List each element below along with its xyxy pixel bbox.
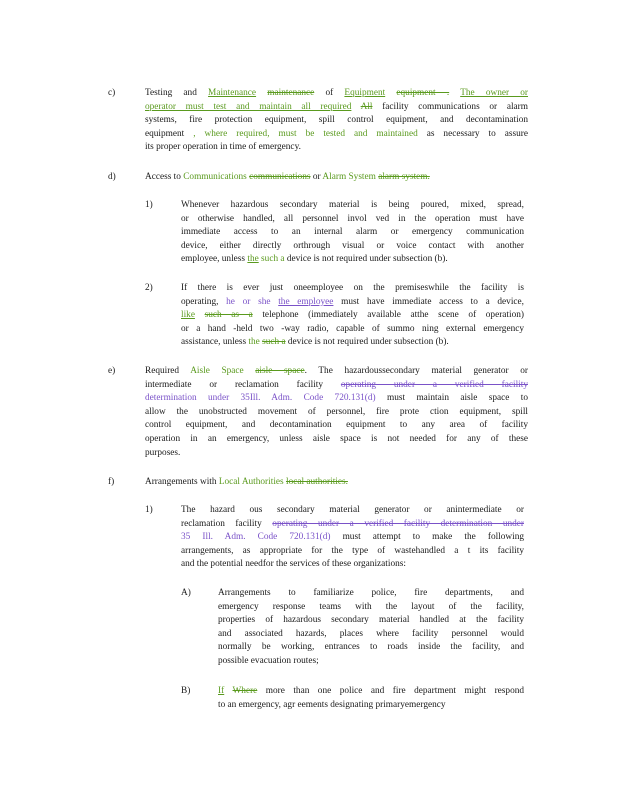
text-run: of [314, 88, 345, 98]
text-run: . The hazardoussecondary material generator or [304, 366, 528, 376]
text-run: more than one police and fire department might respond [257, 686, 525, 696]
text-line [181, 226, 524, 240]
text-line [181, 558, 524, 572]
text-run: purposes. [145, 447, 181, 458]
text-run: normally be working, entrances to roads inside the facility, and [218, 642, 524, 653]
text-line [218, 614, 524, 628]
inserted-text: Aisle Space [190, 366, 244, 376]
inserted-text: Alarm System [322, 172, 376, 182]
text-run: Access to [145, 172, 184, 182]
struck-text: communications [249, 172, 311, 182]
text-run: must attempt to make the following [330, 532, 524, 543]
text-line [218, 655, 524, 669]
text-line [145, 128, 528, 142]
text-run: must have immediate access to a device, [333, 296, 524, 307]
section-f-item-1-B-text [218, 685, 524, 712]
text-run: telephone (immediately available atthe scene of operation) [252, 310, 524, 321]
text-run: operation in an emergency, unless aisle space is not needed for any of these [145, 433, 528, 444]
inserted-text: Equipment [344, 88, 386, 98]
struck-text: operating under a verified facility [340, 379, 528, 390]
text-line [145, 419, 528, 433]
text-run: equipment [145, 128, 194, 139]
text-run: to an emergency, agr eements designating primaryemergency [218, 699, 446, 710]
text-line [145, 392, 528, 406]
text-run: Arrangements to familiarize police, fire departments, and [218, 588, 524, 598]
text-run: intermediate or reclamation facility [145, 379, 341, 390]
text-run: reclamation facility [181, 518, 273, 529]
text-run: Arrangements with [145, 477, 219, 487]
inserted-text: Maintenance [208, 88, 257, 98]
text-run: control equipment, and decontamination equipment to any area of facility [145, 420, 528, 431]
section-c-label: c) [108, 88, 116, 98]
inserted-text: such a [261, 254, 285, 265]
text-run: Testing and [145, 88, 209, 98]
section-d-heading [145, 171, 528, 185]
text-line [218, 685, 524, 699]
struck-text: equipment . [396, 88, 450, 98]
text-run: and associated hazards, places where facility personnel would [218, 628, 524, 639]
text-line [145, 406, 528, 420]
text-run: immediate access to an internal alarm or emergency communication [181, 227, 524, 238]
text-line [181, 282, 524, 296]
text-line [145, 365, 528, 379]
section-f-item-1-label: 1) [145, 505, 153, 515]
section-f-item-1-B-label: B) [181, 686, 191, 696]
text-run: device, either directly orthrough visual or voice contact with another [181, 240, 524, 251]
text-run: Required [145, 366, 191, 376]
text-run: device is not required under subsection (b). [284, 254, 448, 265]
inserted-text: Communications [183, 172, 247, 182]
struck-text: such as a [204, 310, 253, 321]
text-run: allow the unobstructed movement of personnel, fire prote ction equipment, spill [145, 406, 528, 417]
text-line [145, 433, 528, 447]
inserted-text: 35 Ill. Adm. Code 720.131(d) [181, 532, 331, 543]
struck-text: maintenance [267, 88, 315, 98]
section-f-item-1-text [181, 504, 524, 572]
inserted-text: he or she [226, 296, 271, 307]
text-line [181, 199, 524, 213]
inserted-text: If [218, 686, 225, 696]
text-run: employee, unless [181, 254, 248, 265]
text-line [218, 641, 524, 655]
text-run: and the potential needfor the services of these organizations: [181, 559, 406, 570]
text-run: systems, fire protection equipment, spill control equipment, and decontamination [145, 115, 528, 126]
inserted-text: the employee [278, 296, 334, 307]
text-line [181, 518, 524, 532]
text-run [256, 88, 267, 98]
text-line [181, 504, 524, 518]
text-run [449, 88, 460, 98]
struck-text: aisle space [255, 366, 305, 376]
text-run: properties of hazardous secondary material handled at the facility [218, 615, 524, 626]
text-run [385, 88, 396, 98]
section-e-text [145, 365, 528, 460]
inserted-text: the [247, 254, 259, 265]
struck-text: alarm system. [378, 172, 430, 182]
text-run: The hazard ous secondary material generator or anintermediate or [181, 505, 524, 515]
section-d-label: d) [108, 172, 116, 182]
text-run: operating, [181, 296, 227, 307]
section-d-item-1-text [181, 199, 524, 267]
text-run: emergency response teams with the layout of the facility, [218, 601, 524, 612]
inserted-text: like [181, 310, 195, 321]
section-f-label: f) [108, 477, 115, 487]
text-line [181, 309, 524, 323]
text-run: or [310, 172, 323, 182]
text-line [218, 699, 524, 713]
text-run: must maintain aisle space to [375, 393, 528, 404]
inserted-text: determination under 35Ill. Adm. Code 720.131(d) [145, 393, 376, 404]
struck-text: such a [262, 337, 286, 348]
section-f-heading [145, 476, 528, 490]
text-run: arrangements, as appropriate for the type of wastehandled a t its facility [181, 545, 524, 556]
text-line [181, 545, 524, 559]
text-run [244, 366, 256, 376]
struck-text: local authorities. [285, 477, 348, 487]
text-line [218, 601, 524, 615]
section-c-text [145, 87, 528, 155]
text-line [181, 253, 524, 267]
text-run: possible evacuation routes; [218, 655, 319, 666]
text-run [224, 686, 232, 696]
text-run: assistance, unless [181, 337, 249, 348]
text-line [218, 628, 524, 642]
text-line [145, 476, 528, 490]
text-line [181, 240, 524, 254]
text-run: or otherwise handled, all personnel invol ved in the operation must have [181, 213, 524, 224]
section-d-item-1-label: 1) [145, 200, 153, 210]
text-line [145, 87, 528, 101]
inserted-text: , where required, must be tested and maintained [193, 128, 418, 139]
text-line [181, 336, 524, 350]
text-run: facility communications or alarm [372, 101, 528, 112]
text-run: its proper operation in time of emergency. [145, 142, 301, 153]
struck-text: operating under a verified facility determination under [272, 518, 524, 529]
text-run [351, 102, 360, 112]
inserted-text: Local Authorities [218, 477, 284, 487]
text-run: Whenever hazardous secondary material is being poured, mixed, spread, [181, 200, 524, 210]
text-run: or a hand -held two -way radio, capable of summo ning external emergency [181, 323, 524, 334]
text-line [145, 114, 528, 128]
inserted-text: operator must test and maintain all required [145, 101, 352, 112]
section-f-item-1-A-text [218, 587, 524, 669]
text-line [181, 531, 524, 545]
text-run: as necessary to assure [417, 128, 528, 139]
text-line [181, 296, 524, 310]
text-line [145, 379, 528, 393]
text-run: If there is ever just oneemployee on the premiseswhile the facility is [181, 283, 524, 293]
text-run [195, 310, 205, 320]
text-line [145, 447, 528, 461]
text-line [145, 171, 528, 185]
struck-text: All [360, 101, 373, 112]
text-line [218, 587, 524, 601]
text-run: device is not required under subsection (b). [285, 337, 449, 348]
section-d-item-2-label: 2) [145, 283, 153, 293]
text-line [181, 323, 524, 337]
text-line [145, 141, 528, 155]
inserted-text: The owner or [460, 88, 529, 98]
inserted-text: the [248, 337, 260, 348]
text-line [181, 213, 524, 227]
struck-text: Where [232, 686, 258, 696]
text-line [145, 101, 528, 115]
section-f-item-1-A-label: A) [181, 588, 191, 598]
section-d-item-2-text [181, 282, 524, 350]
section-e-label: e) [108, 366, 116, 376]
